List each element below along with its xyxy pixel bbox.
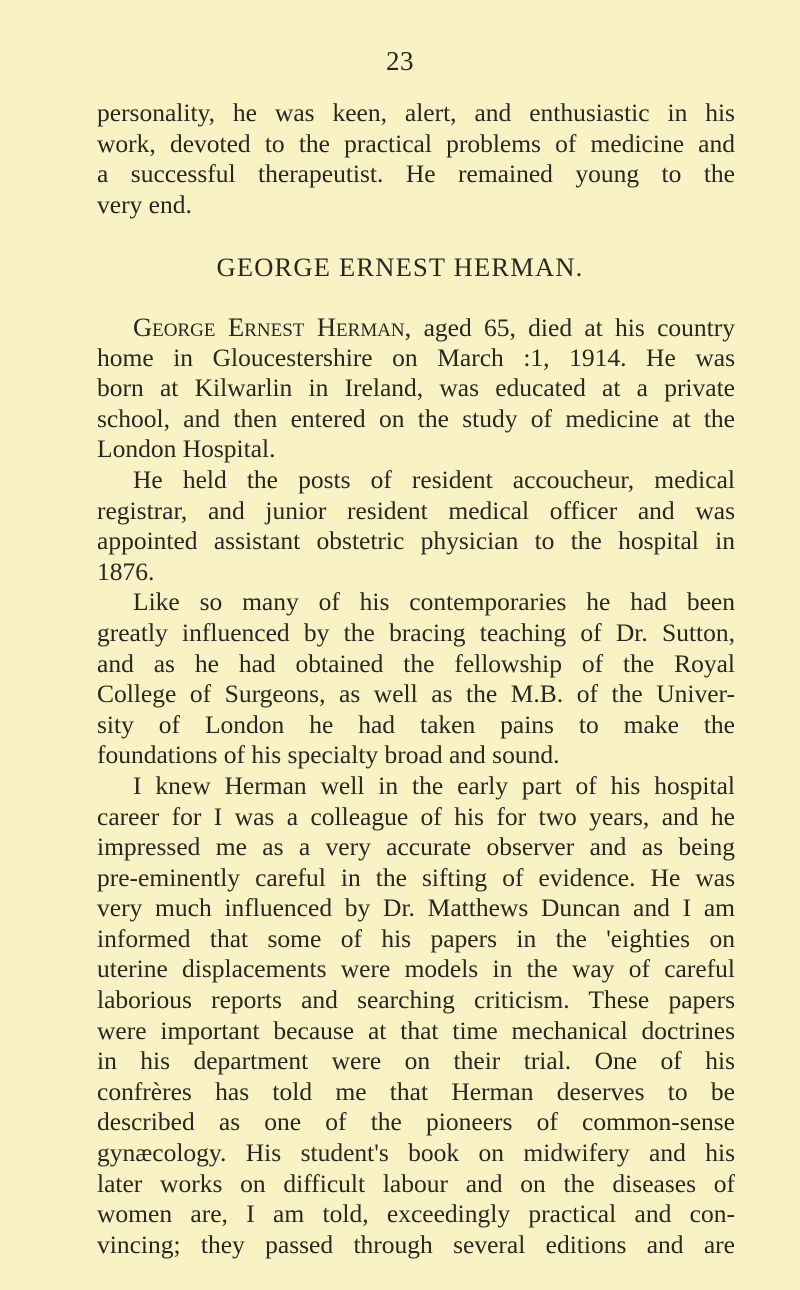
text-line: later works on difficult labour and on the diseases of <box>97 1168 735 1198</box>
text-line <box>97 312 735 343</box>
text-line: work, devoted to the practical problems of medicine and <box>97 128 735 158</box>
text-line: very end. <box>97 189 192 219</box>
text-line: foundations of his specialty broad and sound. <box>97 740 560 770</box>
text-line: sity of London he had taken pains to make the <box>97 709 735 739</box>
text-line: laborious reports and searching criticism. These papers <box>97 985 735 1015</box>
text-line: a successful therapeutist. He remained young to the <box>97 159 735 189</box>
text-line: in his department were on their trial. One of his <box>97 1046 735 1076</box>
text-line: gynæcology. His student's book on midwifery and his <box>97 1138 735 1168</box>
text-line: greatly influenced by the bracing teaching of Dr. Sutton, <box>97 617 735 647</box>
first-line-rest: aged 65, died at his country <box>411 313 735 342</box>
text-line: pre-eminently careful in the sifting of evidence. He was <box>97 862 735 892</box>
text-line: were important because at that time mechanical doctrines <box>97 1015 735 1045</box>
text-line: Like so many of his contemporaries he had been <box>133 587 735 617</box>
text-line: He held the posts of resident accoucheur, medical <box>133 464 735 494</box>
text-line: and as he had obtained the fellowship of the Royal <box>97 648 735 678</box>
text-line: home in Gloucestershire on March :1, 1914. He was <box>97 342 735 372</box>
text-line: personality, he was keen, alert, and enthusiastic in his <box>97 98 735 127</box>
text-line: women are, I am told, exceedingly practical and con- <box>97 1199 735 1229</box>
text-line: career for I was a colleague of his for two years, and he <box>97 801 735 831</box>
text-line: vincing; they passed through several editions and are <box>97 1229 735 1259</box>
text-line: born at Kilwarlin in Ireland, was educated at a private <box>97 373 735 403</box>
text-line: registrar, and junior resident medical officer and was <box>97 495 735 525</box>
text-line: uterine displacements were models in the way of careful <box>97 954 735 984</box>
text-line: very much influenced by Dr. Matthews Duncan and I am <box>97 893 735 923</box>
text-line: I knew Herman well in the early part of his hospital <box>133 770 735 800</box>
page-number: 23 <box>386 46 414 76</box>
intro-paragraph <box>97 98 735 220</box>
text-line: College of Surgeons, as well as the M.B. of the Univer- <box>97 679 735 709</box>
text-line: London Hospital. <box>97 434 276 464</box>
obituary-body <box>97 312 735 1260</box>
text-line: impressed me as a very accurate observer and as being <box>97 832 735 862</box>
text-line: school, and then entered on the study of medicine at the <box>97 403 735 433</box>
text-line: confrères has told me that Herman deserves to be <box>97 1076 735 1106</box>
section-heading: GEORGE ERNEST HERMAN. <box>216 252 584 282</box>
name-smallcaps: George Ernest Herman, <box>133 312 412 342</box>
text-line: described as one of the pioneers of common-sense <box>97 1107 735 1137</box>
text-line: informed that some of his papers in the 'eighties on <box>97 923 735 953</box>
text-line: 1876. <box>97 556 155 586</box>
text-line: appointed assistant obstetric physician to the hospital in <box>97 526 735 556</box>
